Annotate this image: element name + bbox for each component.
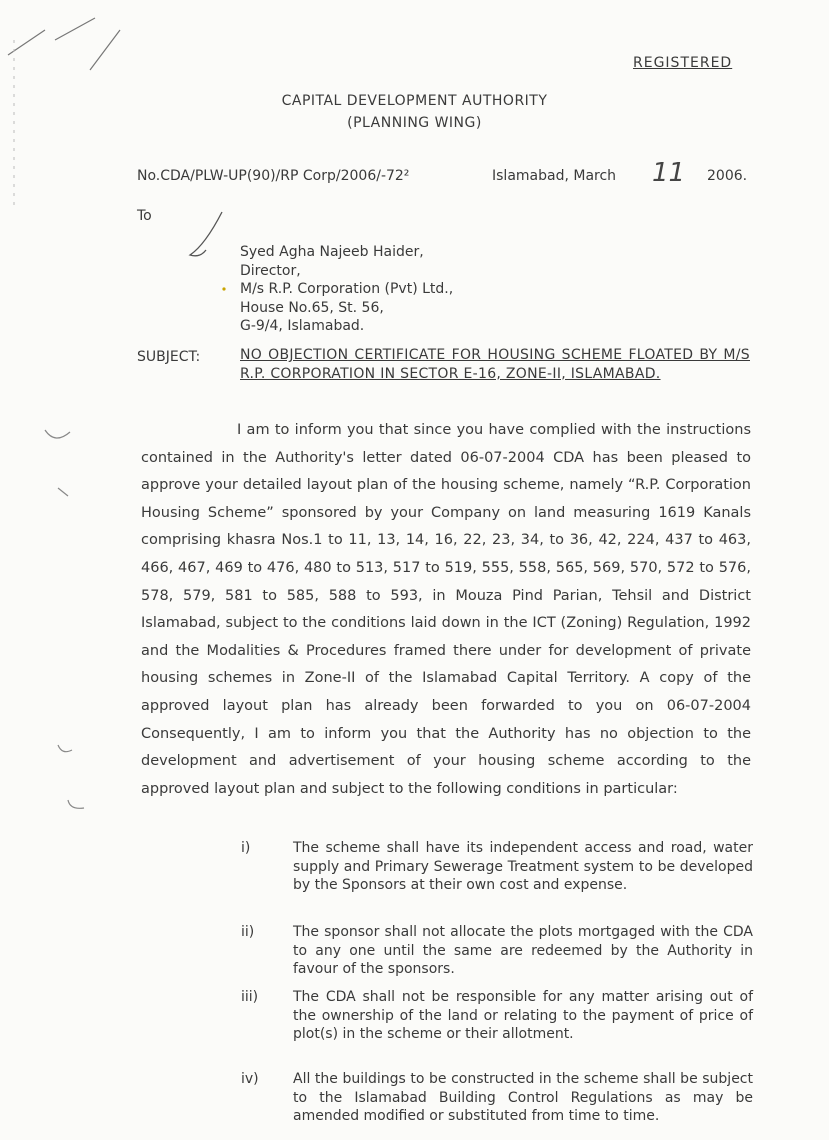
condition-text: The scheme shall have its independent access and road, water supply and Primary Sewerage Treatment system to be developed by the Sponsors at their own cost and expense. (293, 840, 753, 893)
body-paragraph (141, 417, 751, 803)
subject-label: SUBJECT: (137, 349, 201, 365)
reference-number: No.CDA/PLW-UP(90)/RP Corp/2006/-72² (137, 168, 410, 184)
address-line: Syed Agha Najeeb Haider, (240, 244, 424, 260)
address-line: G-9/4, Islamabad. (240, 318, 365, 334)
org-name: CAPITAL DEVELOPMENT AUTHORITY (281, 93, 548, 109)
condition-number: ii) (241, 924, 255, 940)
org-wing: (PLANNING WING) (347, 115, 482, 131)
address-block (240, 243, 453, 336)
date-year: 2006. (707, 168, 748, 184)
subject-text: NO OBJECTION CERTIFICATE FOR HOUSING SCHEME FLOATED BY M/S R.P. CORPORATION IN SECTOR E-16, ZONE-II, ISLAMABAD. (240, 347, 750, 382)
address-line: Director, (240, 262, 301, 279)
to-label: To (137, 208, 152, 224)
date-day-handwritten: 11 (652, 158, 686, 188)
condition-number: iv) (241, 1071, 259, 1087)
address-line: House No.65, St. 56, (240, 299, 384, 316)
condition-number: i) (241, 840, 251, 856)
condition-text: All the buildings to be constructed in the scheme shall be subject to the Islamabad Building Control Regulations as may be amended modified or substituted from time to time. (293, 1071, 753, 1124)
condition-number: iii) (241, 989, 259, 1005)
address-line: M/s R.P. Corporation (Pvt) Ltd., (240, 281, 454, 297)
registered-stamp: REGISTERED (633, 55, 733, 71)
body-text: I am to inform you that since you have complied with the instructions contained in the Authority's letter dated 06-07-2004 CDA has been pleased to approve your detailed layout plan of the housing scheme, namely “R.P. Corporation Housing Scheme” sponsored by your Company on land measuring 1619 Kanals comprising khasra Nos.1 to 11, 13, 14, 16, 22, 23, 34, to 36, 42, 224, 437 to 463, 466, 467, 469 to 476, 480 to 513, 517 to 519, 555, 558, 565, 569, 570, 572 to 576, 578, 579, 581 to 585, 588 to 593, in Mouza Pind Parian, Tehsil and District Islamabad, subject to the conditions laid down in the ICT (Zoning) Regulation, 1992 and the Modalities & Procedures framed there under for development of private housing schemes in Zone-II of the Islamabad Capital Territory. A copy of the approved layout plan has already been forwarded to you on 06-07-2004 Consequently, I am to inform you that the Authority has no objection to the development and advertisement of your housing scheme according to the approved layout plan and subject to the following conditions in particular: (141, 422, 751, 797)
condition-text: The CDA shall not be responsible for any matter arising out of the ownership of the land or relating to the payment of price of plot(s) in the scheme or their allotment. (293, 989, 753, 1042)
condition-text: The sponsor shall not allocate the plots mortgaged with the CDA to any one until the same are redeemed by the Authority in favour of the sponsors. (293, 924, 753, 977)
tick-mark (190, 212, 222, 256)
date-place-month: Islamabad, March (492, 168, 617, 184)
